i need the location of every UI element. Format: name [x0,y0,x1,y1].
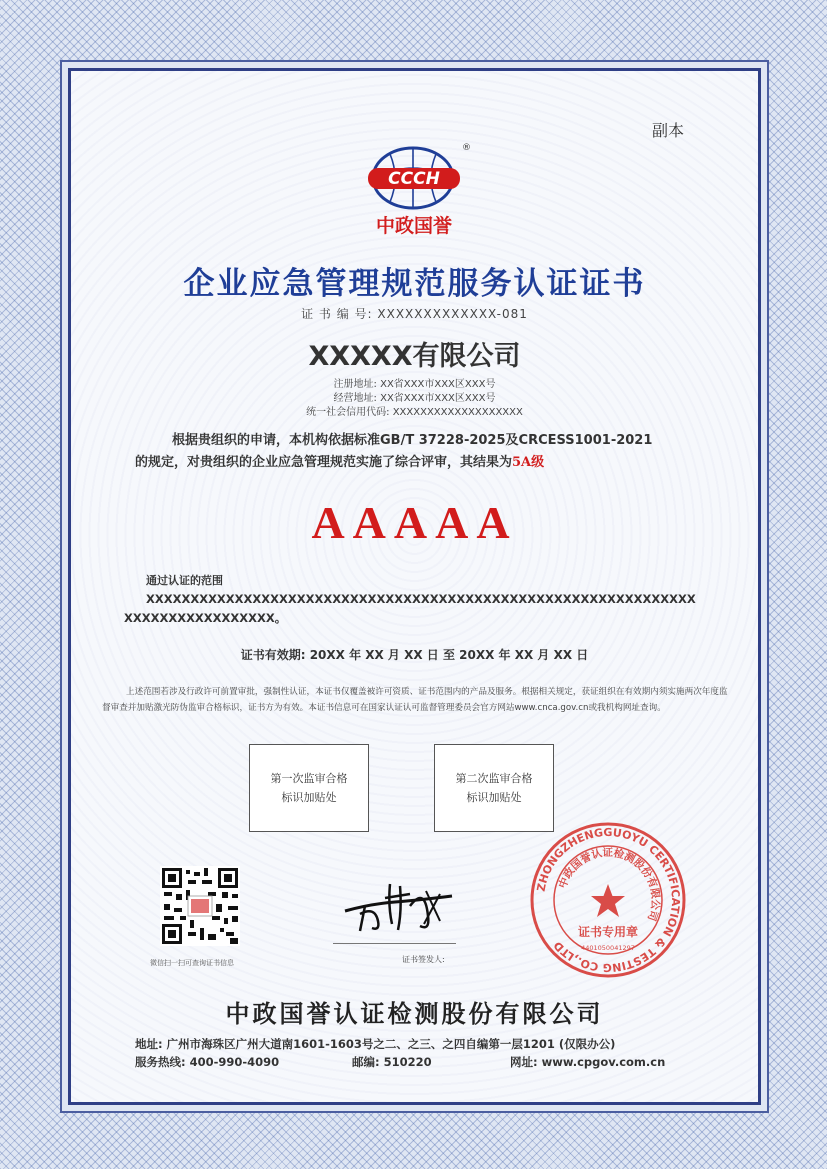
footer-website: 网址: www.cpgov.com.cn [510,1055,666,1069]
footer-address: 地址: 广州市海珠区广州大道南1601-1603号之二、之三、之四自编第一层1201 (仅限办公) [135,1037,616,1051]
first-audit-line-2: 标识加贴处 [281,791,337,804]
statement-line-1: 根据贵组织的申请，本机构依据标准GB/T 37228-2025及CRCESS1001-2021 [172,433,653,448]
logo-brand-name: 中政国誉 [375,215,453,237]
seal-ring-text: ZHONGZHENGGUOYU CERTIFICATION & TESTING CO.,LTD [534,825,683,975]
legal-note: 上述范围若涉及行政许可前置审批，强制性认证，本证书仅覆盖被许可资质、证书范围内的产品及服务。根据相关规定，获证组织在有效期内须实施两次年度监督审查并加贴激光防伪监审合格标识，证书方为有效。本证书信息可在国家认证认可监督管理委员会官方网站www.cnca.gov.cn或我机构网址查询。 [102,687,728,713]
qr-caption: 微信扫一扫可查询证书信息 [150,959,234,967]
seal-center-text: 证书专用章 [577,925,639,939]
first-audit-box [249,744,369,832]
second-audit-line-2: 标识加贴处 [466,791,522,804]
validity-period: 证书有效期: 20XX 年 XX 月 XX 日 至 20XX 年 XX 月 XX 日 [240,648,589,662]
scope-text: XXXXXXXXXXXXXXXXXXXXXXXXXXXXXXXXXXXXXXXXXXXXXXXXXXXXXXXXXXXXXXXXXXXXXXXXXXXXXXX。 [124,592,696,625]
signature-label: 证书签发人: [402,955,445,964]
footer-company-name: 中政国誉认证检测股份有限公司 [225,1000,604,1028]
company-name: XXXXX有限公司 [308,341,521,372]
business-address: 经营地址: XX省XXX市XXX区XXX号 [333,393,496,404]
seal-inner-text: 中政国誉认证检测股份有限公司 [556,846,662,923]
official-seal [528,820,688,980]
footer-hotline: 服务热线: 400-990-4090 [135,1055,280,1069]
seal-star-icon [591,884,625,917]
registered-mark: ® [462,143,471,153]
qr-code [160,866,240,946]
footer-postcode: 邮编: 510220 [352,1055,432,1069]
certificate-title: 企业应急管理规范服务认证证书 [183,266,646,302]
first-audit-line-1: 第一次监审合格 [270,772,348,785]
svg-text:中政国誉认证检测股份有限公司 [556,846,663,923]
ccch-logo [360,140,470,238]
registered-address: 注册地址: XX省XXX市XXX区XXX号 [333,379,496,390]
signature-line [333,943,456,944]
certificate-number: 证 书 编 号: XXXXXXXXXXXXX-081 [301,307,528,321]
statement-line-2 [135,452,695,474]
scope-label: 通过认证的范围 [146,574,223,587]
statement-line-2-text: 的规定，对贵组织的企业应急管理规范实施了综合评审，其结果为 [135,455,513,470]
logo-emblem-text: CCCH [388,169,440,189]
second-audit-box [434,744,554,832]
seal-number: 4401050041297 [581,944,635,952]
copy-mark: 副本 [652,121,685,140]
credit-code: 统一社会信用代码: XXXXXXXXXXXXXXXXXXX [306,407,523,418]
second-audit-line-1: 第二次监审合格 [455,772,533,785]
statement-result: 5A级 [512,455,545,470]
grade-rating: AAAAA [311,497,518,548]
handwritten-signature [340,876,460,936]
